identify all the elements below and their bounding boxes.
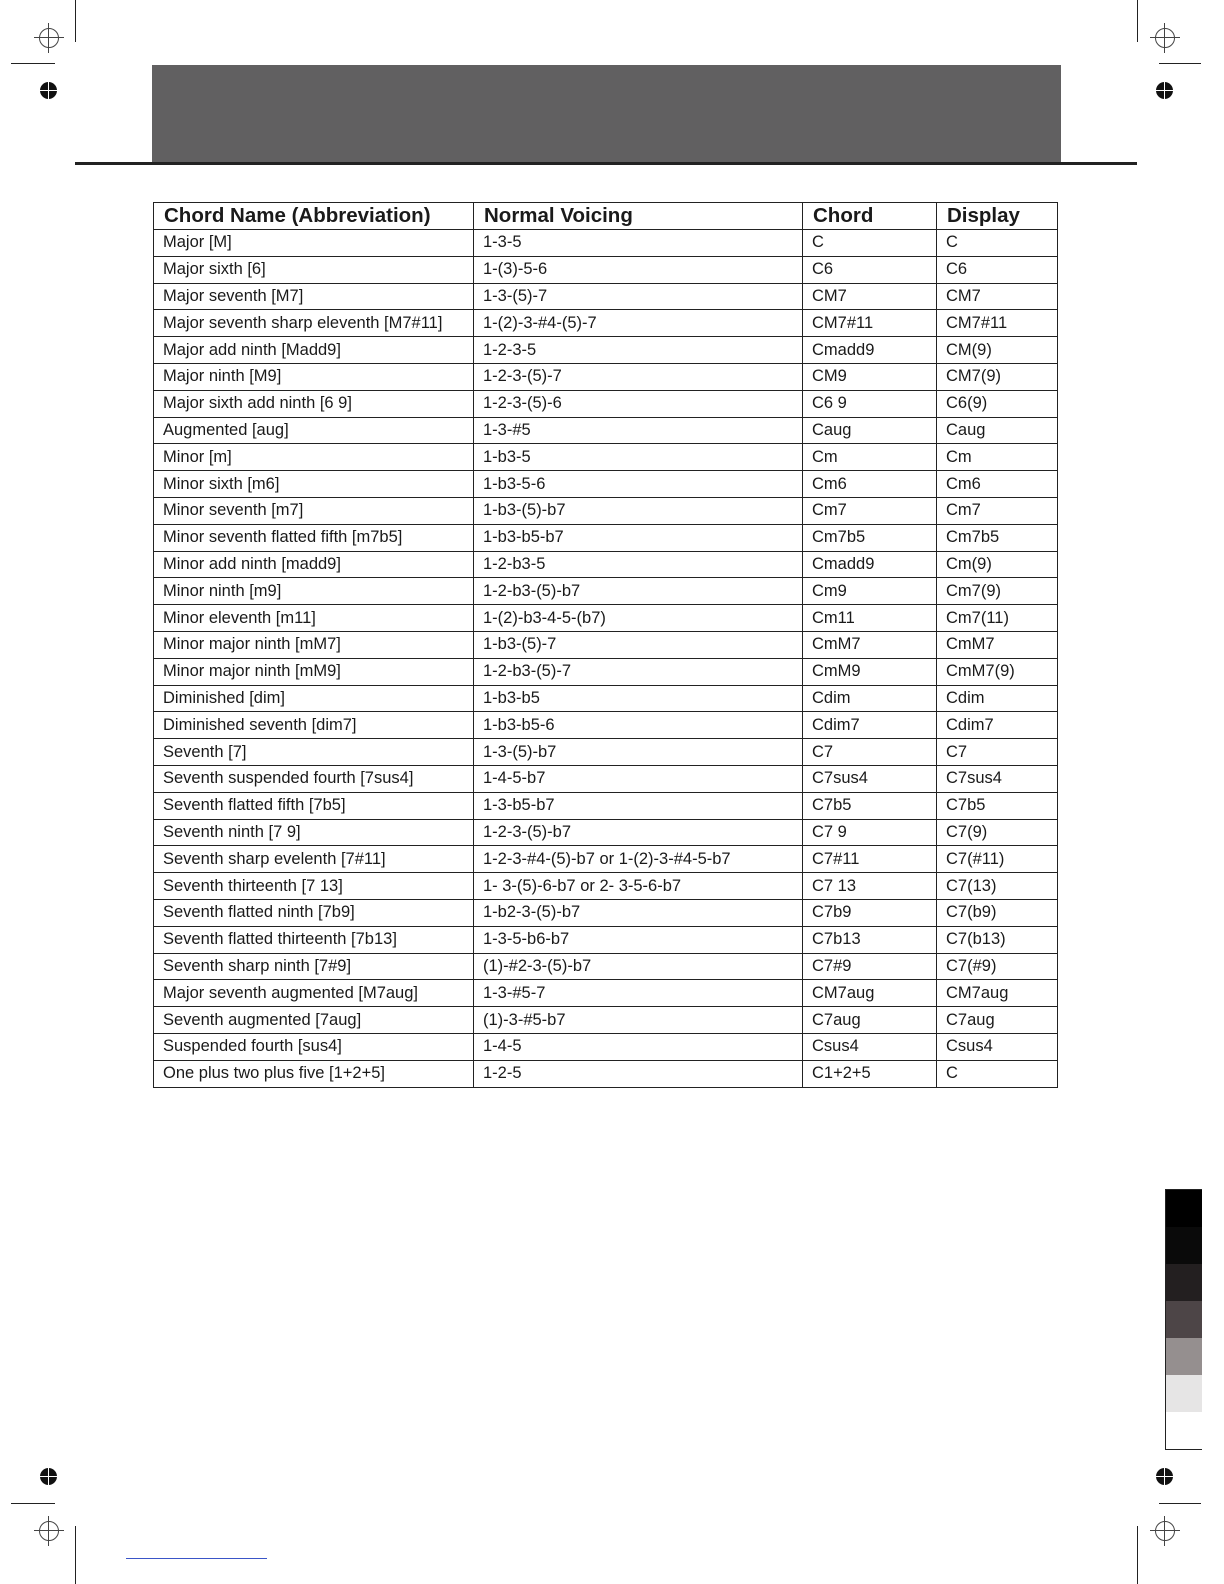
cell-normal-voicing: 1-(2)-3-#4-(5)-7 [474,310,803,337]
cell-display: C7 [937,739,1058,766]
cell-normal-voicing: 1-b3-b5 [474,685,803,712]
cell-chord: C6 9 [803,390,937,417]
cell-chord: C7#11 [803,846,937,873]
cell-chord-name: Major ninth [M9] [154,363,474,390]
cell-display: C7(9) [937,819,1058,846]
cell-chord: C7b13 [803,926,937,953]
cell-display: Cdim7 [937,712,1058,739]
crop-mark [11,1503,55,1504]
cell-normal-voicing: 1-b2-3-(5)-b7 [474,899,803,926]
table-body [154,230,1058,1088]
cell-display: C [937,1060,1058,1087]
cell-chord: Cm7b5 [803,524,937,551]
crop-mark [1137,0,1138,42]
cell-display: CmM7(9) [937,658,1058,685]
color-swatch [1166,1301,1202,1338]
cell-normal-voicing: 1-2-3-(5)-6 [474,390,803,417]
table-row [154,712,1058,739]
cell-chord: C7 [803,739,937,766]
cell-normal-voicing: 1-(3)-5-6 [474,256,803,283]
table-row [154,578,1058,605]
cell-chord: Cdim7 [803,712,937,739]
cell-normal-voicing: 1-2-b3-5 [474,551,803,578]
cell-chord: Cmadd9 [803,551,937,578]
table-row [154,471,1058,498]
cell-display: CmM7 [937,631,1058,658]
table-row [154,551,1058,578]
cell-chord: Cmadd9 [803,337,937,364]
cell-normal-voicing: 1-b3-(5)-7 [474,631,803,658]
cell-chord: CmM9 [803,658,937,685]
cell-display: CM7 [937,283,1058,310]
table-row [154,765,1058,792]
cell-chord-name: Minor eleventh [m11] [154,605,474,632]
cell-chord: Csus4 [803,1033,937,1060]
table-row [154,283,1058,310]
cell-display: C7(b9) [937,899,1058,926]
table-row [154,444,1058,471]
cell-normal-voicing: 1-3-5-b6-b7 [474,926,803,953]
crop-mark [1159,1503,1201,1504]
color-swatch [1166,1412,1202,1449]
color-swatch [1166,1338,1202,1375]
cell-normal-voicing: 1-3-b5-b7 [474,792,803,819]
table-row [154,685,1058,712]
cell-chord: Cm11 [803,605,937,632]
cell-chord-name: Seventh [7] [154,739,474,766]
cell-normal-voicing: 1-2-b3-(5)-7 [474,658,803,685]
header-display: Display [937,203,1058,230]
cell-display: C7(13) [937,873,1058,900]
registration-target-icon [40,82,57,99]
color-swatch [1166,1227,1202,1264]
cell-normal-voicing: 1-4-5 [474,1033,803,1060]
cell-normal-voicing: 1-3-#5-7 [474,980,803,1007]
cell-chord: CM7 [803,283,937,310]
cell-chord-name: One plus two plus five [1+2+5] [154,1060,474,1087]
cell-normal-voicing: 1-2-3-#4-(5)-b7 or 1-(2)-3-#4-5-b7 [474,846,803,873]
footer-rule [126,1558,267,1559]
cell-chord-name: Seventh flatted fifth [7b5] [154,792,474,819]
cell-display: C7(#9) [937,953,1058,980]
cell-display: Cm [937,444,1058,471]
cell-chord: C7b5 [803,792,937,819]
cell-chord-name: Seventh augmented [7aug] [154,1007,474,1034]
table-row [154,980,1058,1007]
header-normal-voicing: Normal Voicing [474,203,803,230]
crop-mark [1159,63,1201,64]
table-row [154,417,1058,444]
header-band [152,65,1061,163]
cell-chord-name: Minor [m] [154,444,474,471]
cell-chord: Cm [803,444,937,471]
table-row [154,524,1058,551]
cell-chord-name: Minor add ninth [madd9] [154,551,474,578]
cell-chord-name: Major [M] [154,230,474,257]
cell-display: C7b5 [937,792,1058,819]
table-row [154,337,1058,364]
cell-display: Cdim [937,685,1058,712]
table-row [154,739,1058,766]
registration-crosshair-icon [34,23,64,53]
cell-normal-voicing: 1-b3-5-6 [474,471,803,498]
color-swatch [1166,1190,1202,1227]
cell-normal-voicing: 1-b3-5 [474,444,803,471]
cell-display: Caug [937,417,1058,444]
table-row [154,846,1058,873]
cell-chord-name: Seventh flatted ninth [7b9] [154,899,474,926]
cell-chord-name: Seventh sharp evelenth [7#11] [154,846,474,873]
table-row [154,1060,1058,1087]
table-row [154,1033,1058,1060]
table-row [154,230,1058,257]
cell-chord: CM7#11 [803,310,937,337]
cell-chord-name: Major sixth add ninth [6 9] [154,390,474,417]
cell-chord: Caug [803,417,937,444]
header-chord: Chord [803,203,937,230]
cell-chord-name: Minor ninth [m9] [154,578,474,605]
cell-chord: CM7aug [803,980,937,1007]
cell-display: C7aug [937,1007,1058,1034]
table-row [154,899,1058,926]
cell-normal-voicing: 1-2-3-(5)-7 [474,363,803,390]
cell-display: C7(#11) [937,846,1058,873]
table-row [154,819,1058,846]
table-row [154,926,1058,953]
cell-chord: C7sus4 [803,765,937,792]
header-chord-name: Chord Name (Abbreviation) [154,203,474,230]
table-row [154,631,1058,658]
cell-normal-voicing: 1- 3-(5)-6-b7 or 2- 3-5-6-b7 [474,873,803,900]
cell-chord-name: Minor seventh flatted fifth [m7b5] [154,524,474,551]
color-calibration-strip [1165,1189,1202,1450]
cell-chord: C6 [803,256,937,283]
cell-chord: CmM7 [803,631,937,658]
cell-chord-name: Seventh sharp ninth [7#9] [154,953,474,980]
cell-normal-voicing: (1)-#2-3-(5)-b7 [474,953,803,980]
crop-mark [75,0,76,42]
cell-normal-voicing: 1-2-b3-(5)-b7 [474,578,803,605]
cell-display: C7sus4 [937,765,1058,792]
cell-chord-name: Seventh suspended fourth [7sus4] [154,765,474,792]
crop-mark [11,63,55,64]
registration-crosshair-icon [34,1516,64,1546]
table-row [154,953,1058,980]
cell-display: Cm7b5 [937,524,1058,551]
cell-display: Csus4 [937,1033,1058,1060]
cell-display: CM7#11 [937,310,1058,337]
cell-normal-voicing: 1-4-5-b7 [474,765,803,792]
cell-display: Cm7 [937,497,1058,524]
cell-chord: C7b9 [803,899,937,926]
cell-chord: C1+2+5 [803,1060,937,1087]
cell-display: C6 [937,256,1058,283]
cell-chord-name: Seventh thirteenth [7 13] [154,873,474,900]
cell-chord: C7 13 [803,873,937,900]
cell-chord: C7#9 [803,953,937,980]
cell-chord-name: Major add ninth [Madd9] [154,337,474,364]
cell-display: Cm7(9) [937,578,1058,605]
registration-target-icon [1156,1468,1173,1485]
table-row [154,873,1058,900]
cell-chord-name: Diminished [dim] [154,685,474,712]
header-rule [75,162,1137,165]
cell-normal-voicing: 1-b3-(5)-b7 [474,497,803,524]
registration-target-icon [1156,82,1173,99]
cell-display: Cm7(11) [937,605,1058,632]
cell-chord-name: Major seventh sharp eleventh [M7#11] [154,310,474,337]
cell-normal-voicing: (1)-3-#5-b7 [474,1007,803,1034]
cell-display: Cm(9) [937,551,1058,578]
cell-chord: Cm9 [803,578,937,605]
table-row [154,390,1058,417]
cell-chord-name: Major seventh augmented [M7aug] [154,980,474,1007]
table-row [154,1007,1058,1034]
cell-normal-voicing: 1-3-(5)-b7 [474,739,803,766]
table-row [154,363,1058,390]
cell-chord: C7aug [803,1007,937,1034]
cell-display: CM(9) [937,337,1058,364]
cell-display: Cm6 [937,471,1058,498]
table-header-row [154,203,1058,230]
cell-chord-name: Suspended fourth [sus4] [154,1033,474,1060]
cell-normal-voicing: 1-2-3-5 [474,337,803,364]
cell-chord: C [803,230,937,257]
cell-chord-name: Major sixth [6] [154,256,474,283]
cell-chord-name: Minor major ninth [mM9] [154,658,474,685]
cell-chord-name: Minor sixth [m6] [154,471,474,498]
registration-target-icon [40,1468,57,1485]
cell-chord-name: Augmented [aug] [154,417,474,444]
cell-display: C7(b13) [937,926,1058,953]
color-swatch [1166,1375,1202,1412]
cell-chord: Cm7 [803,497,937,524]
cell-chord-name: Seventh flatted thirteenth [7b13] [154,926,474,953]
cell-normal-voicing: 1-(2)-b3-4-5-(b7) [474,605,803,632]
table-row [154,256,1058,283]
chord-table [153,202,1058,1088]
cell-chord: Cm6 [803,471,937,498]
cell-display: CM7aug [937,980,1058,1007]
cell-normal-voicing: 1-3-(5)-7 [474,283,803,310]
cell-chord: C7 9 [803,819,937,846]
cell-normal-voicing: 1-3-#5 [474,417,803,444]
table-row [154,310,1058,337]
crop-mark [75,1526,76,1584]
crop-mark [1137,1526,1138,1584]
cell-normal-voicing: 1-3-5 [474,230,803,257]
cell-normal-voicing: 1-b3-b5-b7 [474,524,803,551]
cell-chord-name: Major seventh [M7] [154,283,474,310]
cell-chord: Cdim [803,685,937,712]
cell-normal-voicing: 1-b3-b5-6 [474,712,803,739]
registration-crosshair-icon [1150,1516,1180,1546]
table-row [154,497,1058,524]
cell-display: C6(9) [937,390,1058,417]
table-row [154,792,1058,819]
cell-normal-voicing: 1-2-5 [474,1060,803,1087]
cell-chord-name: Minor major ninth [mM7] [154,631,474,658]
cell-display: C [937,230,1058,257]
cell-chord-name: Minor seventh [m7] [154,497,474,524]
cell-chord: CM9 [803,363,937,390]
registration-crosshair-icon [1150,23,1180,53]
cell-normal-voicing: 1-2-3-(5)-b7 [474,819,803,846]
cell-chord-name: Diminished seventh [dim7] [154,712,474,739]
color-swatch [1166,1264,1202,1301]
table-row [154,605,1058,632]
cell-display: CM7(9) [937,363,1058,390]
table-row [154,658,1058,685]
cell-chord-name: Seventh ninth [7 9] [154,819,474,846]
